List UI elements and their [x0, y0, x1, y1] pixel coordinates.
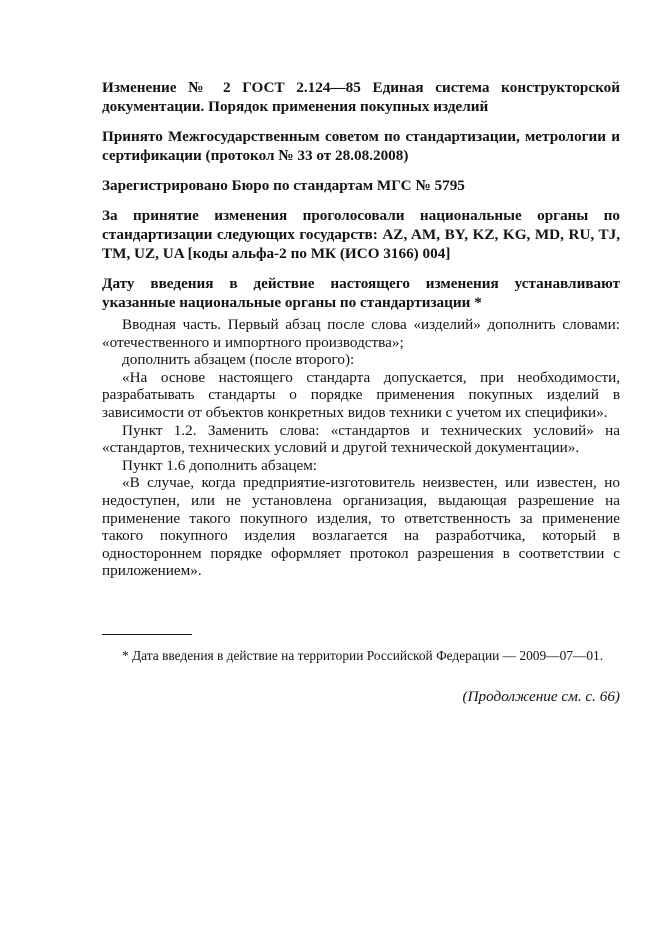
body-paragraph: дополнить абзацем (после второго):: [122, 351, 355, 369]
body-paragraph: «В случае, когда предприятие-изготовитель неизвестен, или известен, но недоступен, или не установлена организация, выдающая разрешение на применение такого покупного изделия, то ответственность за применение такого покупного изделия возлагается на разработчика, который в одностороннем порядке оформляет протокол разрешения в соответствии с приложением».: [102, 474, 620, 580]
document-header: [102, 78, 620, 323]
footnote: * Дата введения в действие на территории Российской Федерации — 2009—07—01.: [122, 648, 604, 663]
body-paragraph: Вводная часть. Первый абзац после слова «изделий» дополнить словами: «отечественного и импортного производства»;: [102, 316, 620, 351]
adoption-note: Принято Межгосударственным советом по стандартизации, метрологии и сертификации (протокол № 33 от 28.08.2008): [102, 128, 620, 164]
effective-date-note: Дату введения в действие настоящего изменения устанавливают указанные национальные органы по стандартизации *: [102, 275, 620, 311]
amendment-title: Изменение № 2 ГОСТ 2.124—85 Единая система конструкторской документации. Порядок применения покупных изделий: [102, 79, 620, 115]
footnote-divider: [102, 634, 192, 635]
amendment-body: [102, 316, 620, 580]
registration-note: Зарегистрировано Бюро по стандартам МГС № 5795: [102, 177, 465, 194]
continuation-note: (Продолжение см. с. 66): [462, 688, 620, 705]
body-paragraph: Пункт 1.2. Заменить слова: «стандартов и технических условий» на «стандартов, технических условий и другой технической документации».: [102, 421, 620, 457]
body-paragraph: Пункт 1.6 дополнить абзацем:: [122, 456, 318, 474]
voting-note: За принятие изменения проголосовали национальные органы по стандартизации следующих государств: AZ, AM, BY, KZ, KG, MD, RU, TJ, TM, UZ, UA [коды альфа-2 по МК (ИСО 3166) 004]: [102, 207, 620, 262]
body-paragraph: «На основе настоящего стандарта допускается, при необходимости, разрабатывать стандарты о порядке применения покупных изделий в зависимости от объектов конкретных видов техники с учетом их специфики».: [102, 368, 620, 421]
